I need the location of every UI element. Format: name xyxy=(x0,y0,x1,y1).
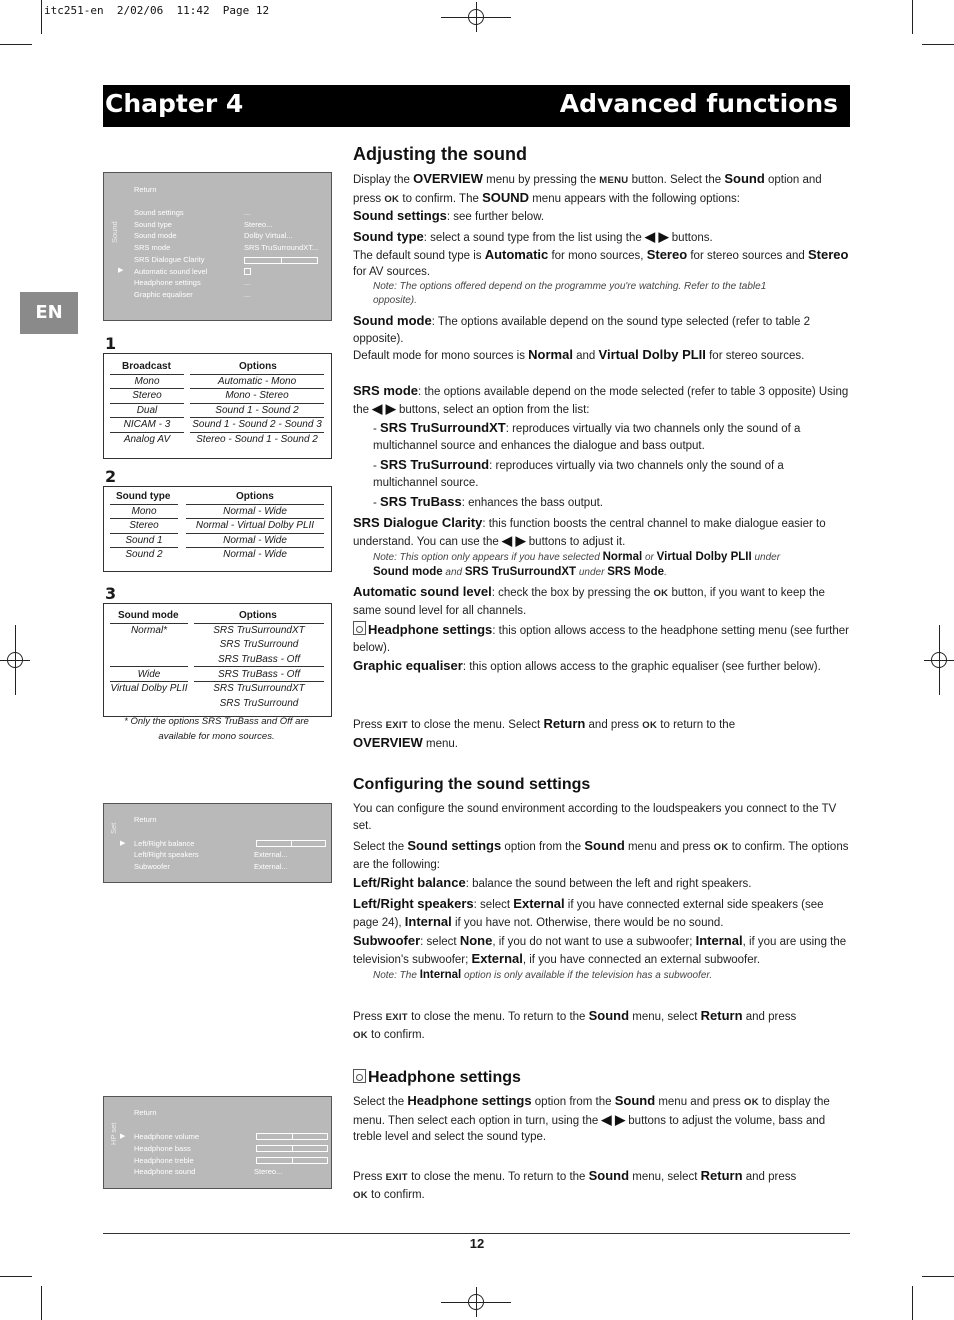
crop-mark xyxy=(0,1276,32,1277)
table-cell: Sound 2 xyxy=(125,549,163,560)
paragraph: Display the OVERVIEW menu by pressing the MENU button. Select the Sound option and press OK to confirm. The SOUND menu appears with the following options: xyxy=(353,171,822,205)
balance-slider xyxy=(256,840,326,847)
menu-row-label: SRS Dialogue Clarity xyxy=(134,255,205,264)
paragraph: SRS mode: the options available depend on the mode selected (refer to table 3 opposite) Using the ◀ ▶ buttons, select an option from the list: xyxy=(353,383,849,416)
table-cell: Analog AV xyxy=(123,434,171,445)
menu-row-value: ... xyxy=(244,208,251,217)
paragraph: Press EXIT to close the menu. To return to the Sound menu, select Return and press OK to confirm. xyxy=(353,1168,797,1201)
menu-row-label: Headphone treble xyxy=(134,1156,194,1165)
table-header: Options xyxy=(239,361,277,372)
menu-row-label: Sound type xyxy=(134,220,172,229)
paragraph: Left/Right speakers: select External if you have connected external side speakers (see page 24), Internal if you have not. Otherwise, there would be no sound. xyxy=(353,896,824,929)
clarity-slider xyxy=(244,257,318,264)
arrow-buttons-icon: ◀ ▶ xyxy=(644,229,669,244)
paragraph: Press EXIT to close the menu. To return to the Sound menu, select Return and press OK to confirm. xyxy=(353,1008,797,1041)
crop-mark xyxy=(922,44,954,45)
paragraph: Sound settings: see further below. xyxy=(353,208,545,223)
sound-menu-screenshot xyxy=(103,172,332,321)
paragraph: Automatic sound level: check the box by pressing the OK button, if you want to keep the same sound level for all channels. xyxy=(353,584,825,617)
crop-mark xyxy=(41,0,42,34)
paragraph: Headphone settings: this option allows access to the headphone setting menu (see further below). xyxy=(353,622,849,654)
paragraph: Press EXIT to close the menu. Select Return and press OK to return to the OVERVIEW menu. xyxy=(353,716,736,750)
section-title: Configuring the sound settings xyxy=(353,776,591,793)
menu-row-label: Headphone volume xyxy=(134,1132,200,1141)
volume-slider xyxy=(256,1133,328,1140)
table-cell: SRS TruBass - Off xyxy=(217,669,301,680)
menu-row-label: Sound settings xyxy=(134,208,184,217)
table-number: 2 xyxy=(105,467,117,486)
menu-row-label: Automatic sound level xyxy=(134,267,208,276)
table-cell: Virtual Dolby PLII xyxy=(110,683,188,694)
menu-return: Return xyxy=(134,1108,157,1117)
arrow-buttons-icon: ◀ ▶ xyxy=(601,1111,626,1127)
chapter-title: Advanced functions xyxy=(559,89,838,118)
note: Note: The options offered depend on the programme you're watching. Refer to the table1 opposite). xyxy=(373,281,767,306)
registration-line xyxy=(939,625,940,695)
menu-return: Return xyxy=(134,815,157,824)
crop-mark xyxy=(922,1276,954,1277)
menu-side-label: Sound xyxy=(110,221,119,243)
paragraph: Sound mode: The options available depend on the sound type selected (refer to table 2 opposite). Default mode for mono sources is Normal and Virtual Dolby PLII for stereo sources. xyxy=(353,313,810,362)
menu-row-label: Headphone sound xyxy=(134,1167,196,1176)
registration-line xyxy=(441,17,511,18)
crop-mark xyxy=(912,0,913,34)
table-cell: Sound 1 - Sound 2 xyxy=(215,405,299,416)
table-cell: Mono xyxy=(134,376,160,387)
menu-row-value: ... xyxy=(244,290,251,299)
menu-row-value: External... xyxy=(254,850,288,859)
note: Note: The Internal option is only available if the television has a subwoofer. xyxy=(373,969,713,981)
table-cell: Stereo - Sound 1 - Sound 2 xyxy=(196,434,318,445)
menu-row-value: Dolby Virtual... xyxy=(244,231,293,240)
table-cell: Normal - Wide xyxy=(223,506,287,517)
table-footnote: available for mono sources. xyxy=(158,731,275,742)
paragraph: Left/Right balance: balance the sound between the left and right speakers. xyxy=(353,875,752,890)
menu-row-label: Sound mode xyxy=(134,231,177,240)
bass-slider xyxy=(256,1145,328,1152)
selection-arrow-icon: ▶ xyxy=(120,840,126,847)
table-cell: Sound 1 - Sound 2 - Sound 3 xyxy=(192,419,322,430)
paragraph: Graphic equaliser: this option allows access to the graphic equaliser (see further below). xyxy=(353,658,821,673)
menu-row-value: External... xyxy=(254,862,288,871)
menu-row-value: Stereo... xyxy=(244,220,273,229)
registration-line xyxy=(15,625,16,695)
menu-side-label: HP set xyxy=(109,1122,118,1145)
chapter-banner xyxy=(103,85,850,127)
selection-arrow-icon: ▶ xyxy=(118,267,124,274)
table-number: 3 xyxy=(105,584,117,603)
table-cell: Mono - Stereo xyxy=(225,390,289,401)
paragraph: Select the Headphone settings option from the Sound menu and press OK to display the menu. Then select each option in turn, using the ◀ ▶ buttons to adjust the volume, bass and treble level and select the sound type. xyxy=(353,1093,830,1143)
table-cell: Stereo xyxy=(129,520,159,531)
list-item: - SRS TruSurround: reproduces virtually via two channels only the sound of a multichannel source. xyxy=(373,457,784,489)
table-cell: Automatic - Mono xyxy=(217,376,297,387)
note: Note: This option only appears if you have selected Normal or Virtual Dolby PLII under Sound mode and SRS TruSurroundXT under SRS Mode. xyxy=(373,551,781,578)
table-broadcast-options xyxy=(103,353,332,459)
menu-row-label: Headphone bass xyxy=(134,1144,191,1153)
table-cell: Dual xyxy=(136,405,158,416)
page-number: 12 xyxy=(469,1236,485,1251)
table-cell: SRS TruSurround xyxy=(219,698,299,709)
menu-row-value: Stereo... xyxy=(254,1167,283,1176)
headphone-icon xyxy=(353,621,366,635)
table-cell: SRS TruSurroundXT xyxy=(213,625,305,636)
table-header: Sound mode xyxy=(118,610,179,621)
menu-row-value: ... xyxy=(244,278,251,287)
menu-row-label: Left/Right balance xyxy=(134,839,195,848)
table-footnote: * Only the options SRS TruBass and Off are xyxy=(124,716,309,727)
menu-row-label: Left/Right speakers xyxy=(134,850,199,859)
chapter-number: Chapter 4 xyxy=(105,89,244,118)
table-cell: SRS TruSurround xyxy=(219,639,299,650)
menu-row-label: SRS mode xyxy=(134,243,171,252)
section-title: Headphone settings xyxy=(353,1069,521,1087)
table-cell: Normal - Wide xyxy=(223,549,287,560)
table-header: Sound type xyxy=(116,491,171,502)
menu-row-value: SRS TruSurroundXT... xyxy=(244,243,319,252)
list-item: - SRS TruSurroundXT: reproduces virtually via two channels only the sound of a multichannel source and enhances the dialogue and bass output. xyxy=(373,420,801,452)
checkbox-icon xyxy=(244,268,251,275)
paragraph: SRS Dialogue Clarity: this function boosts the central channel to make dialogue easier to understand. You can use the ◀ ▶ buttons to adjust it. xyxy=(353,515,826,548)
menu-row-label: Graphic equaliser xyxy=(134,290,193,299)
section-title: Adjusting the sound xyxy=(353,144,527,164)
selection-arrow-icon: ▶ xyxy=(120,1133,126,1140)
paragraph: Sound type: select a sound type from the list using the ◀ ▶ buttons. The default sound type is Automatic for mono sources, Stereo for stereo sources and Stereo for AV sources. xyxy=(353,229,849,278)
treble-slider xyxy=(256,1157,328,1164)
headphone-menu-screenshot xyxy=(103,1096,332,1189)
table-header: Options xyxy=(236,491,274,502)
table-cell: SRS TruBass - Off xyxy=(217,654,301,665)
crop-mark xyxy=(41,1286,42,1320)
print-slug: itc251-en 2/02/06 11:42 Page 12 xyxy=(44,4,270,17)
table-header: Options xyxy=(239,610,277,621)
table-soundtype-options xyxy=(103,486,332,572)
table-cell: Wide xyxy=(137,669,161,680)
language-tab: EN xyxy=(20,292,78,334)
crop-mark xyxy=(0,44,32,45)
table-cell: Normal - Wide xyxy=(223,535,287,546)
set-menu-screenshot xyxy=(103,803,332,883)
paragraph: Subwoofer: select None, if you do not want to use a subwoofer; Internal, if you are using the television's subwoofer; External, if you have connected an external subwoofer. xyxy=(353,933,847,966)
table-cell: NICAM - 3 xyxy=(123,419,171,430)
table-cell: Normal* xyxy=(130,625,168,636)
paragraph: Select the Sound settings option from the Sound menu and press OK to confirm. The options are the following: xyxy=(353,838,849,871)
table-cell: Sound 1 xyxy=(125,535,163,546)
table-number: 1 xyxy=(105,334,117,353)
footer-rule xyxy=(103,1233,850,1234)
menu-return: Return xyxy=(134,185,157,194)
arrow-buttons-icon: ◀ ▶ xyxy=(372,400,396,416)
menu-row-label: Subwoofer xyxy=(134,862,170,871)
table-header: Broadcast xyxy=(122,361,171,372)
table-cell: Mono xyxy=(131,506,157,517)
arrow-buttons-icon: ◀ ▶ xyxy=(501,532,526,548)
registration-line xyxy=(441,1302,511,1303)
table-cell: SRS TruSurroundXT xyxy=(213,683,305,694)
menu-row-label: Headphone settings xyxy=(134,278,201,287)
paragraph: You can configure the sound environment according to the loudspeakers you connect to the TV set. xyxy=(353,803,837,832)
headphone-icon xyxy=(353,1069,366,1083)
table-soundmode-options xyxy=(103,603,332,717)
crop-mark xyxy=(912,1286,913,1320)
table-cell: Normal - Virtual Dolby PLII xyxy=(195,520,315,531)
list-item: - SRS TruBass: enhances the bass output. xyxy=(373,494,603,509)
table-cell: Stereo xyxy=(132,390,162,401)
menu-side-label: Set xyxy=(109,822,118,834)
